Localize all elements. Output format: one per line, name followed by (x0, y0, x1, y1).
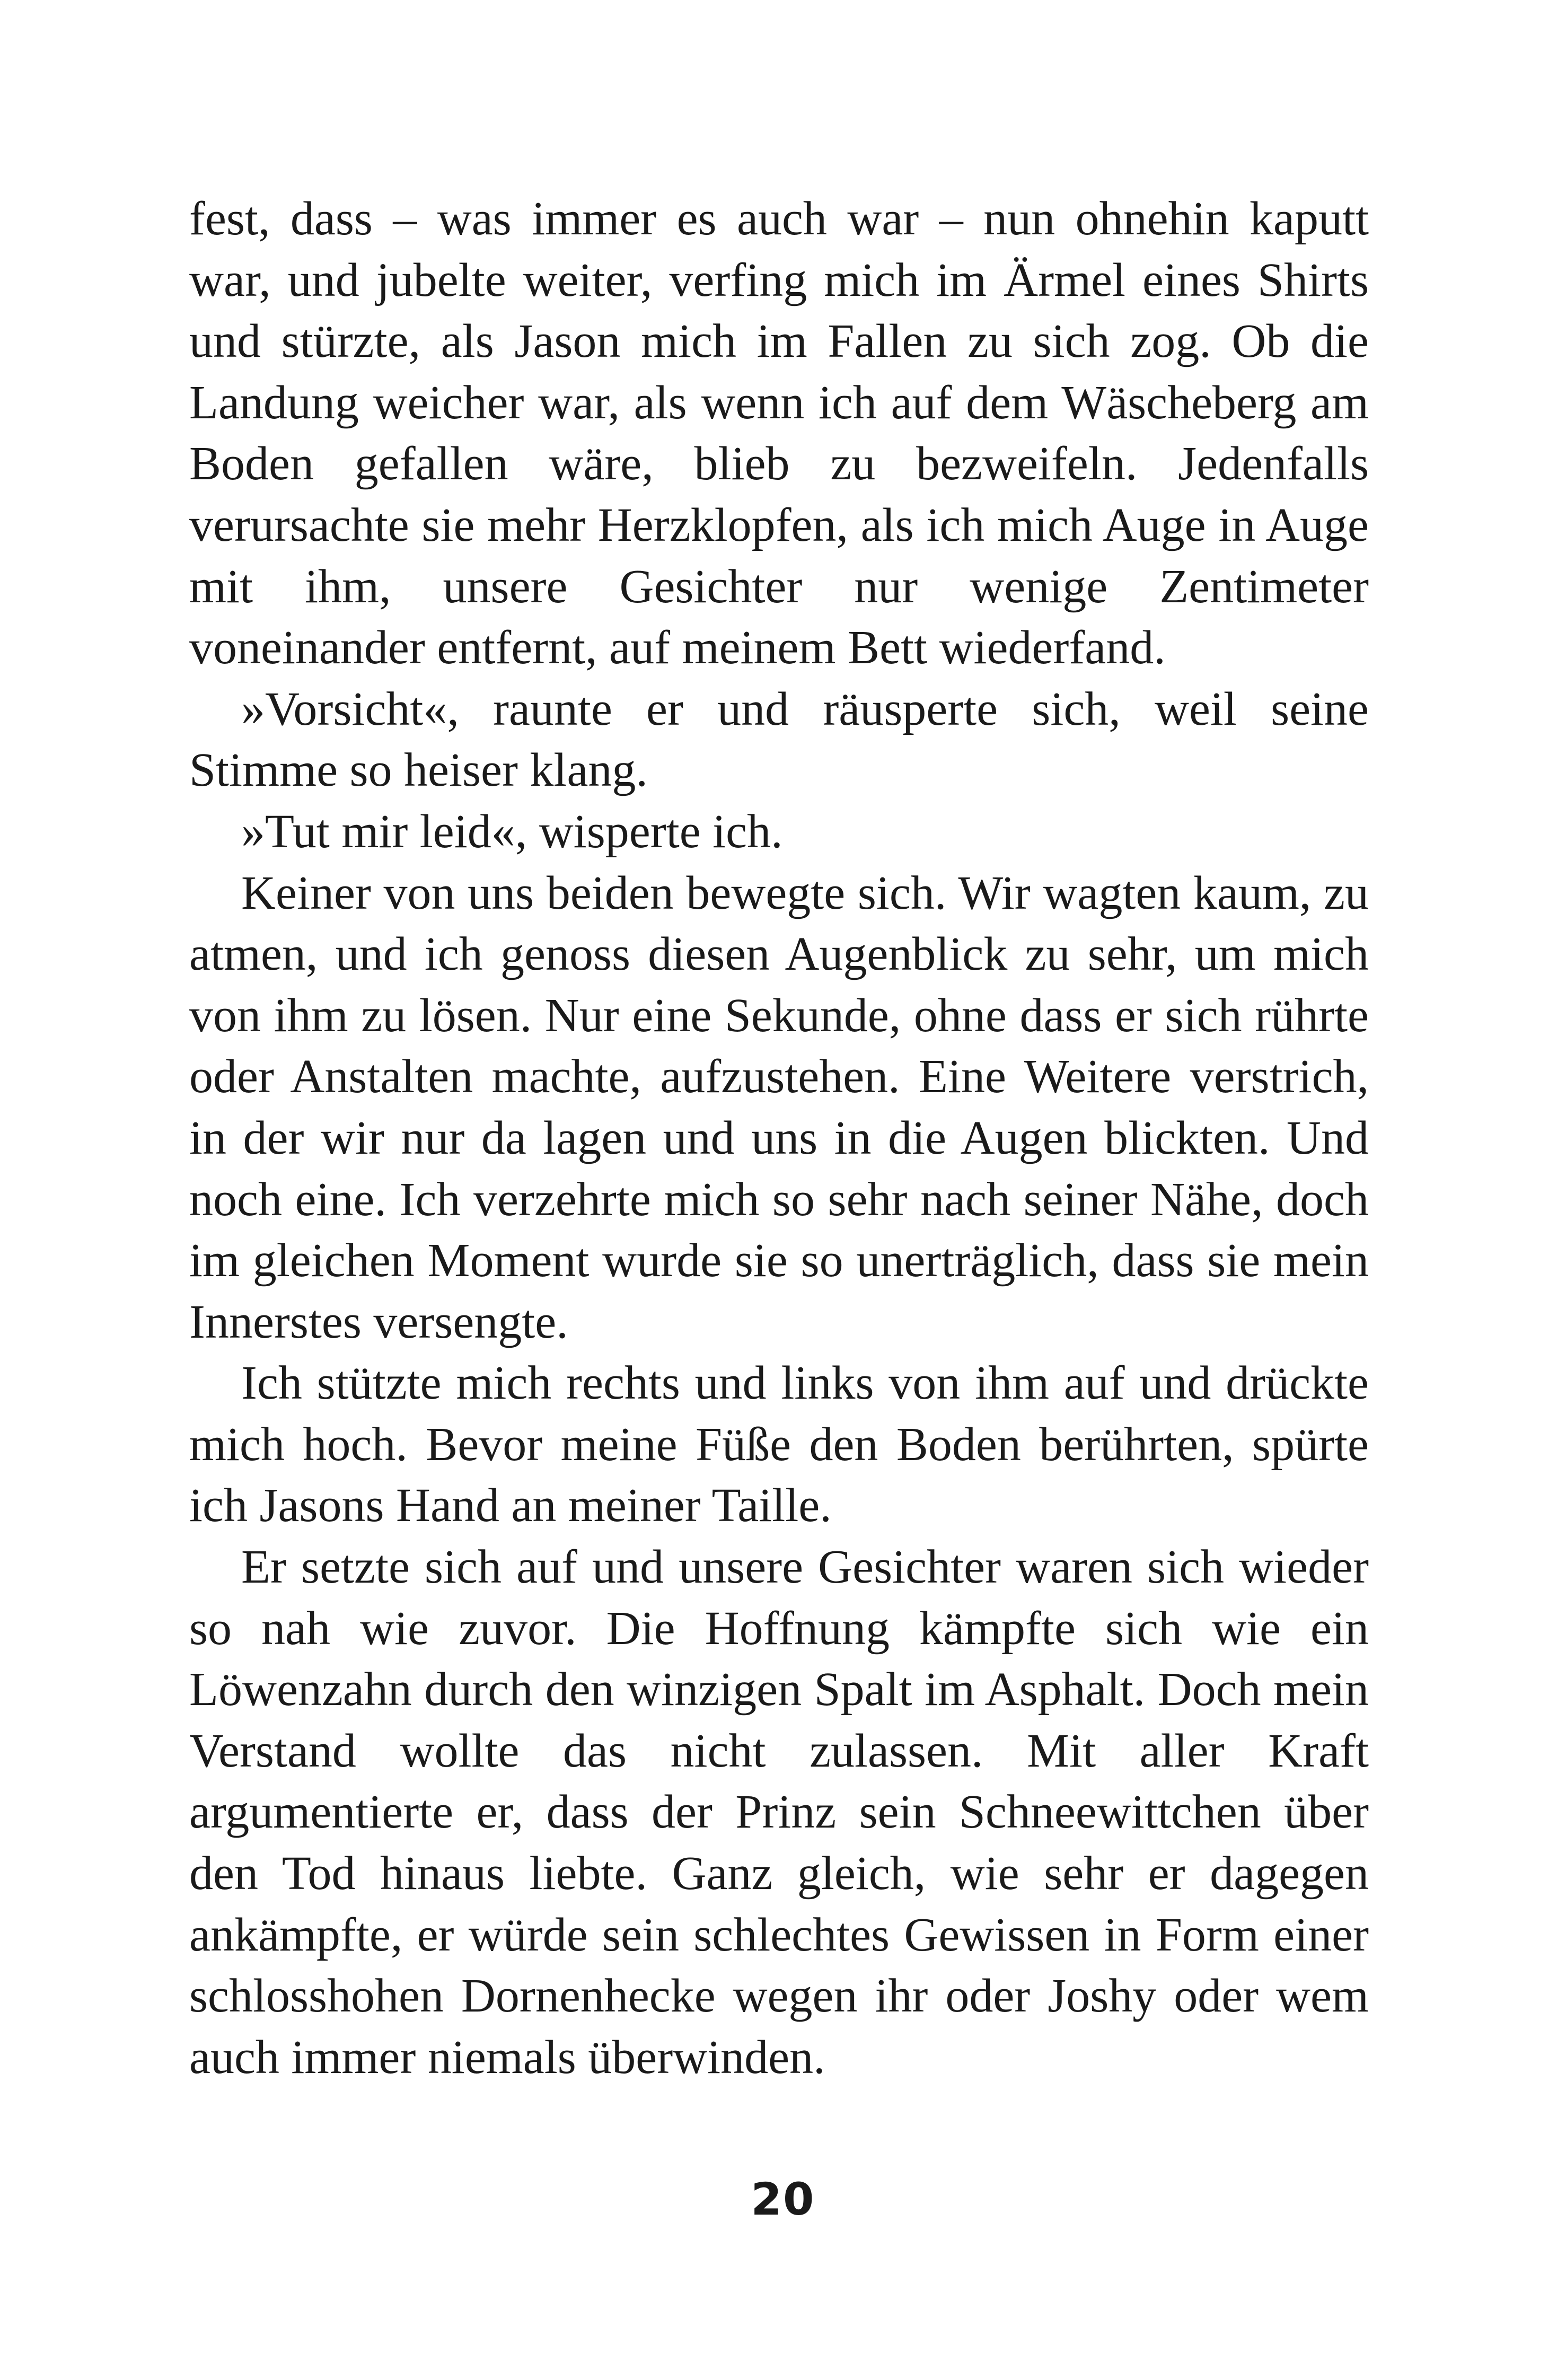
page-number: 20 (751, 2173, 815, 2225)
paragraph-keiner-von-uns: Keiner von uns beiden bewegte sich. Wir wagten kaum, zu atmen, und ich genoss diesen Augenblick zu sehr, um mich von ihm zu lösen. Nur eine Sekunde, ohne dass er sich rührte oder Anstalten machte, aufzustehen. Eine Weitere verstrich, in der wir nur da lagen und uns in die Augen blickten. Und noch eine. Ich verzehrte mich so sehr nach seiner Nähe, doch im gleichen Moment wurde sie so unerträglich, dass sie mein Innerstes versengte. (189, 866, 1369, 1348)
paragraph-continued: fest, dass – was immer es auch war – nun ohnehin kaputt war, und jubelte weiter, verfing mich im Ärmel eines Shirts und stürzte, als Jason mich im Fallen zu sich zog. Ob die Landung weicher war, als wenn ich auf dem Wäscheberg am Boden gefallen wäre, blieb zu bezweifeln. Jedenfalls verursachte sie mehr Herzklopfen, als ich mich Auge in Auge mit ihm, unsere Gesichter nur wenige Zentimeter voneinander entfernt, auf meinem Bett wiederfand. (189, 192, 1369, 674)
paragraph-dialogue-vorsicht: »Vorsicht«, raunte er und räusperte sich, weil seine Stimme so heiser klang. (189, 682, 1369, 797)
body-text (189, 188, 1369, 2088)
paragraph-er-setzte: Er setzte sich auf und unsere Gesichter waren sich wieder so nah wie zuvor. Die Hoffnung kämpfte sich wie ein Löwenzahn durch den winzigen Spalt im Asphalt. Doch mein Verstand wollte das nicht zulassen. Mit aller Kraft argumentierte er, dass der Prinz sein Schneewittchen über den Tod hinaus liebte. Ganz gleich, wie sehr er dagegen ankämpfte, er würde sein schlechtes Gewissen in Form einer schlosshohen Dornenhecke wegen ihr oder Joshy oder wem auch immer niemals überwinden. (189, 1541, 1369, 2084)
paragraph-dialogue-tut-mir-leid: »Tut mir leid«, wisperte ich. (241, 805, 783, 858)
paragraph-ich-stuetzte: Ich stützte mich rechts und links von ihm auf und drückte mich hoch. Bevor meine Füße den Boden berührten, spürte ich Jasons Hand an meiner Taille. (189, 1357, 1369, 1532)
